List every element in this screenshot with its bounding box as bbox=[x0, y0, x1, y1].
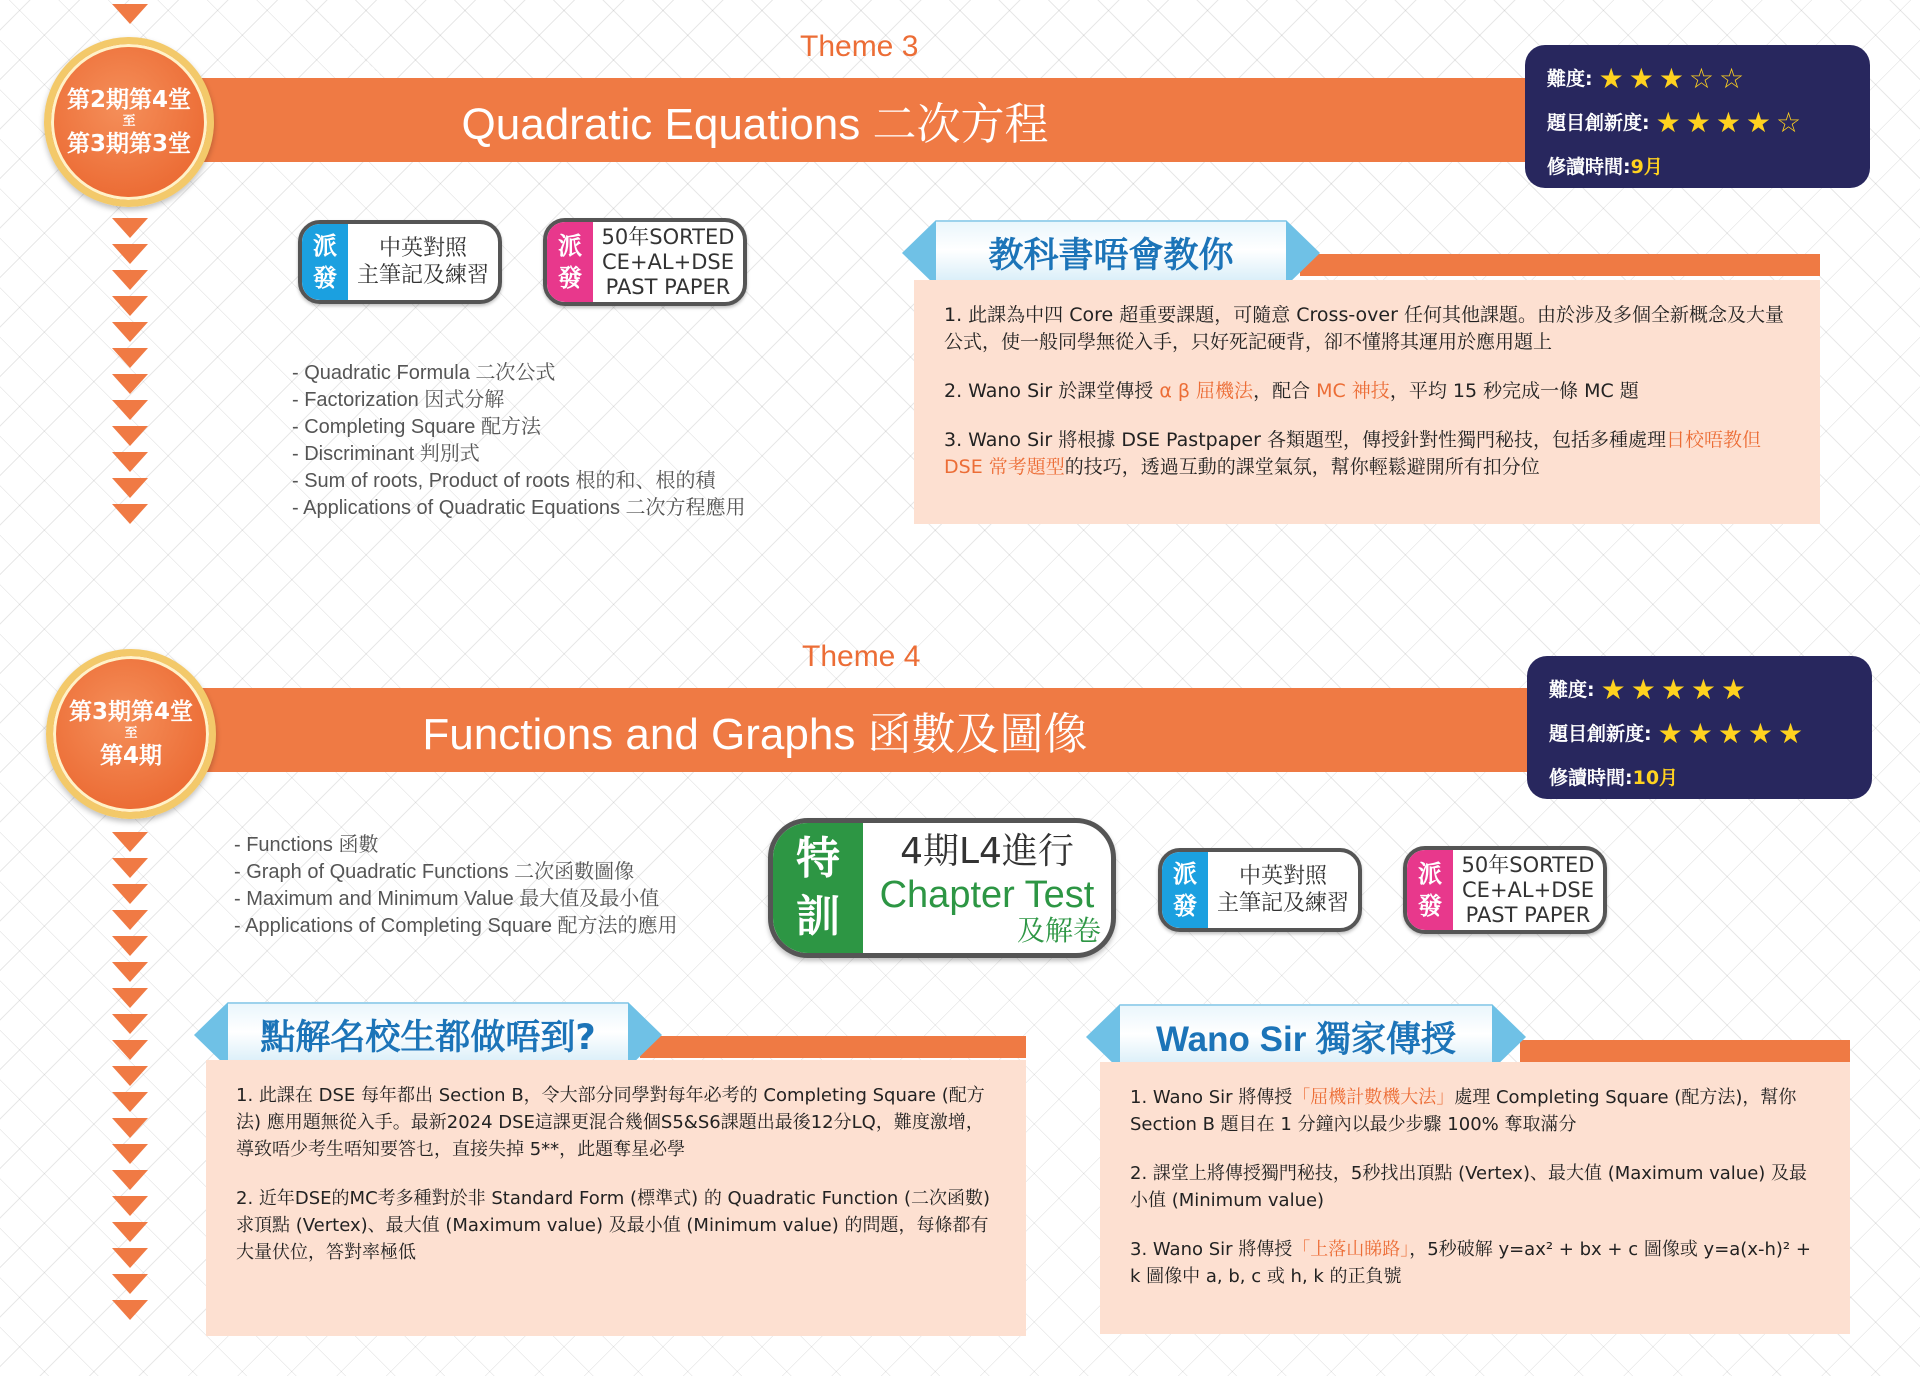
topic-item: - Discriminant 判別式 bbox=[292, 443, 480, 465]
notes-text: 中英對照 主筆記及練習 bbox=[1216, 864, 1349, 916]
point-2: 2. 課堂上將傳授獨門秘技，5秒找出頂點 (Vertex)、最大值 (Maximum value) 及最小值 (Minimum value) bbox=[1130, 1163, 1808, 1211]
theme4-pastpaper-badge bbox=[1403, 846, 1607, 934]
handout-tag: 派 發 bbox=[1162, 852, 1208, 928]
arrow-column-theme4 bbox=[112, 832, 148, 1326]
theme3-box-ribbon bbox=[936, 220, 1286, 286]
point-3: 3. Wano Sir 將傳授「上落山睇路」，5秒破解 y=ax² + bx + c 圖像或 y=a(x-h)² + k 圖像中 a, b, c 或 h, k 的正負號 bbox=[1130, 1239, 1811, 1287]
theme3-label: Theme 3 bbox=[800, 30, 919, 63]
pastpaper-text: 50年SORTED CE+AL+DSE PAST PAPER bbox=[601, 224, 735, 299]
time-label: 修讀時間: bbox=[1547, 156, 1631, 178]
topic-item: - Sum of roots, Product of roots 根的和、根的積 bbox=[292, 470, 716, 492]
theme4-title-bar bbox=[190, 688, 1600, 772]
point-2: 2. Wano Sir 於課堂傳授 α β 屈機法，配合 MC 神技，平均 15 秒完成一條 MC 題 bbox=[944, 380, 1639, 402]
session-end: 第3期第3堂 bbox=[66, 131, 191, 157]
theme3-box-title: 教科書唔會教你 bbox=[988, 236, 1234, 276]
theme3-notes-badge bbox=[298, 220, 502, 304]
session-start: 第2期第4堂 bbox=[66, 87, 191, 113]
time-value: 9月 bbox=[1630, 156, 1663, 178]
difficulty-stars: ★★★☆☆ bbox=[1598, 62, 1750, 95]
theme4-topic-list bbox=[234, 832, 678, 940]
theme4-left-box-ribbon bbox=[228, 1002, 628, 1068]
chapter-test-badge bbox=[768, 818, 1116, 958]
time-label: 修讀時間: bbox=[1549, 767, 1633, 789]
session-to: 至 bbox=[124, 726, 138, 741]
theme3-title-bar bbox=[190, 78, 1600, 162]
chapter-test-text: 4期L4進行 Chapter Test 及解卷 bbox=[879, 831, 1101, 947]
difficulty-label: 難度: bbox=[1549, 679, 1595, 701]
handout-tag: 派 發 bbox=[302, 224, 348, 300]
theme3-rating-card bbox=[1525, 45, 1870, 188]
topic-item: - Completing Square 配方法 bbox=[292, 416, 541, 438]
topic-item: - Applications of Completing Square 配方法的應用 bbox=[234, 915, 678, 937]
session-end: 第4期 bbox=[99, 743, 162, 769]
theme4-left-box-title: 點解名校生都做唔到? bbox=[260, 1018, 596, 1058]
time-value: 10月 bbox=[1632, 767, 1679, 789]
theme3-topic-list bbox=[292, 360, 746, 522]
topic-item: - Graph of Quadratic Functions 二次函數圖像 bbox=[234, 861, 635, 883]
difficulty-label: 難度: bbox=[1547, 68, 1593, 90]
point-1: 1. 此課在 DSE 每年都出 Section B，令大部分同學對每年必考的 Completing Square (配方法) 應用題無從入手。最新2024 DSE這課更混合幾個S5&S6課題出最後12分LQ，難度激增，導致唔少考生唔知要答乜，直接失掉 5**，此題奪星必學 bbox=[236, 1085, 985, 1160]
pastpaper-text: 50年SORTED CE+AL+DSE PAST PAPER bbox=[1461, 852, 1595, 927]
theme4-right-panel bbox=[1100, 1062, 1850, 1334]
topic-item: - Maximum and Minimum Value 最大值及最小值 bbox=[234, 888, 660, 910]
topic-item: - Quadratic Formula 二次公式 bbox=[292, 362, 556, 384]
handout-tag: 派 發 bbox=[547, 222, 593, 302]
theme4-right-box-accent bbox=[1520, 1040, 1850, 1062]
theme4-title: Functions and Graphs 函數及圖像 bbox=[422, 710, 1088, 759]
session-to: 至 bbox=[122, 114, 136, 129]
point-3: 3. Wano Sir 將根據 DSE Pastpaper 各類題型，傳授針對性獨門秘技，包括多種處理日校唔教但 DSE 常考題型的技巧，透過互動的課堂氣氛，幫你輕鬆避開所有扣分位 bbox=[944, 429, 1761, 478]
point-2: 2. 近年DSE的MC考多種對於非 Standard Form (標準式) 的 Quadratic Function (二次函數) 求頂點 (Vertex)、最大值 (Maximum value) 及最小值 (Minimum value) 的問題，每條都有大量伏位，答對率極低 bbox=[236, 1188, 991, 1263]
theme4-label: Theme 4 bbox=[802, 640, 921, 673]
novelty-label: 題目創新度: bbox=[1549, 723, 1652, 745]
novelty-stars: ★★★★★ bbox=[1657, 717, 1809, 750]
theme3-title: Quadratic Equations 二次方程 bbox=[461, 100, 1049, 149]
topic-item: - Applications of Quadratic Equations 二次方程應用 bbox=[292, 497, 746, 519]
theme4-rating-card bbox=[1527, 656, 1872, 799]
theme4-right-box-title: Wano Sir 獨家傳授 bbox=[1155, 1020, 1457, 1059]
point-1: 1. Wano Sir 將傳授「屈機計數機大法」處理 Completing Square (配方法)，幫你 Section B 題目在 1 分鐘內以最少步驟 100% 奪取滿分 bbox=[1130, 1087, 1797, 1135]
theme4-left-box-accent bbox=[640, 1036, 1026, 1058]
theme3-session-circle bbox=[44, 37, 214, 207]
theme3-info-panel bbox=[914, 280, 1820, 524]
session-start: 第3期第4堂 bbox=[68, 699, 193, 725]
theme3-box-accent bbox=[1300, 254, 1820, 276]
theme4-left-panel bbox=[206, 1060, 1026, 1336]
handout-tag: 派 發 bbox=[1407, 850, 1453, 930]
theme4-notes-badge bbox=[1158, 848, 1362, 932]
topic-item: - Functions 函數 bbox=[234, 834, 379, 856]
special-training-tag: 特 訓 bbox=[773, 823, 863, 953]
theme4-right-box-ribbon bbox=[1120, 1004, 1492, 1070]
notes-text: 中英對照 主筆記及練習 bbox=[356, 236, 489, 288]
topic-item: - Factorization 因式分解 bbox=[292, 389, 505, 411]
theme4-session-circle bbox=[46, 649, 216, 819]
difficulty-stars: ★★★★★ bbox=[1600, 673, 1752, 706]
novelty-label: 題目創新度: bbox=[1547, 112, 1650, 134]
theme3-pastpaper-badge bbox=[543, 218, 747, 306]
arrow-column-theme3 bbox=[112, 218, 148, 530]
arrow-column-top bbox=[112, 4, 148, 30]
novelty-stars: ★★★★☆ bbox=[1655, 106, 1807, 139]
point-1: 1. 此課為中四 Core 超重要課題，可隨意 Cross-over 任何其他課題。由於涉及多個全新概念及大量公式，使一般同學無從入手，只好死記硬背，卻不懂將其運用於應用題上 bbox=[944, 304, 1784, 353]
